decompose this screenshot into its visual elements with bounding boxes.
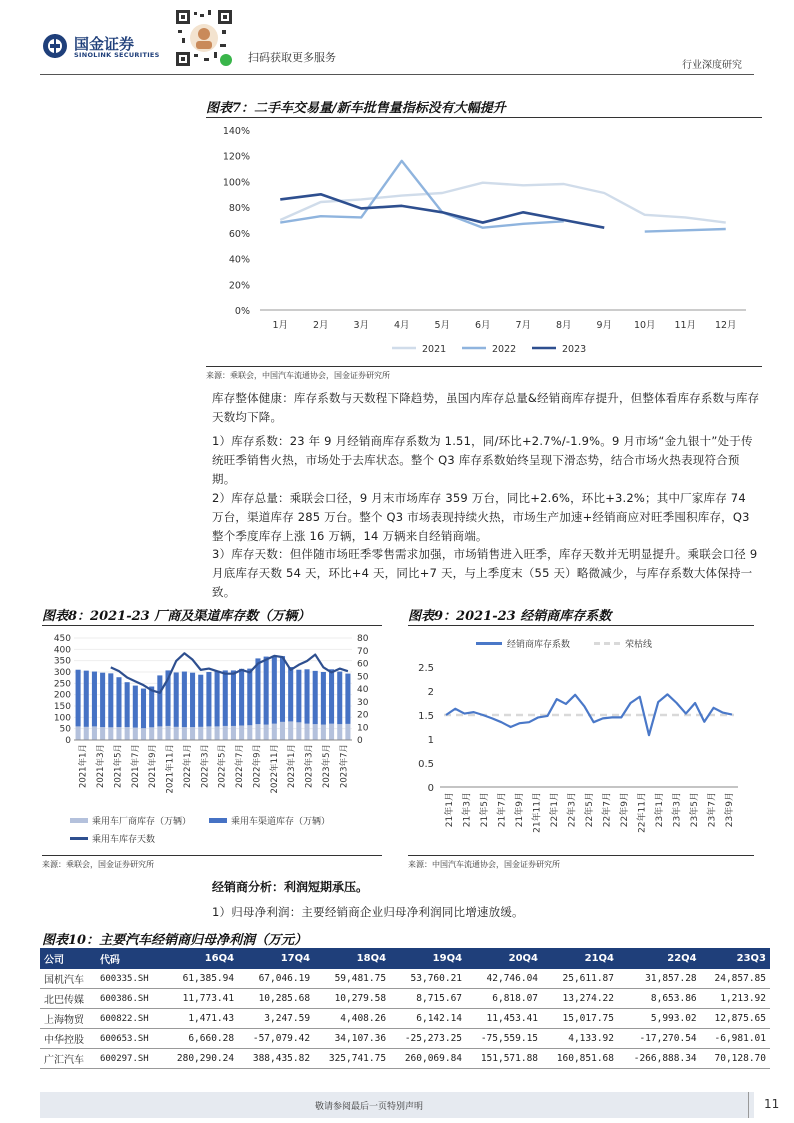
table-cell: 10,279.58 [314, 989, 390, 1009]
fig9-x-tick: 21年7月 [497, 792, 508, 828]
fig8-bar-factory [108, 727, 113, 740]
table-cell: 600653.SH [96, 1029, 162, 1049]
fig8-x-tick: 2022年3月 [200, 744, 211, 789]
legend-days [70, 832, 380, 845]
fig8-y-left-tick: 100 [53, 713, 71, 724]
fig8-bar-factory [313, 724, 318, 740]
table-cell: 10,285.68 [238, 989, 314, 1009]
fig8-bar-channel [206, 672, 211, 726]
fig8-days-line [111, 653, 348, 693]
fig7-x-tick: 12月 [714, 320, 737, 331]
fig8-bar-factory [280, 722, 285, 740]
fig10-table-wrap [40, 948, 770, 1069]
fig9-y-tick: 0 [427, 783, 434, 794]
table-cell: 4,408.26 [314, 1009, 390, 1029]
table-cell: 广汇汽车 [40, 1049, 96, 1069]
fig9-y-tick: 1.5 [418, 711, 434, 722]
fig8-bar-factory [149, 727, 154, 740]
fig8-bar-channel [141, 689, 146, 729]
fig8-bar-factory [206, 726, 211, 740]
fig8-x-tick: 2022年1月 [182, 744, 193, 789]
table-header-row [40, 948, 770, 969]
fig8-bar-factory [100, 727, 105, 740]
table-cell: 151,571.88 [466, 1049, 542, 1069]
fig8-y-left-tick: 300 [53, 668, 71, 678]
logo-cn: 国金证券 [74, 35, 135, 53]
fig8-bar-factory [223, 726, 228, 740]
fig8-bar-channel [321, 672, 326, 725]
table-header-cell: 21Q4 [542, 948, 618, 969]
fig8-bar-factory [141, 728, 146, 740]
fig7-source-rule [206, 366, 762, 367]
fig7-x-tick: 10月 [633, 320, 656, 331]
logo-en: SINOLINK SECURITIES [74, 51, 160, 59]
fig8-bar-channel [337, 672, 342, 725]
fig7-y-tick: 120% [222, 151, 250, 163]
fig8-source-rule [42, 855, 382, 856]
fig8-bar-channel [255, 658, 260, 724]
fig8-bar-channel [215, 671, 220, 727]
fig7-title-rule [206, 117, 762, 118]
table-cell: 12,875.65 [701, 1009, 770, 1029]
table-cell: 中华控股 [40, 1029, 96, 1049]
table-cell: -17,270.54 [618, 1029, 701, 1049]
paragraph-inventory-total: 2）库存总量：乘联会口径，9 月末市场库存 359 万台，同比+2.6%，环比+3.2%；其中厂家库存 74 万台，渠道库存 285 万台。整个 Q3 市场表现持续火热，市场生产加速+经销商应对旺季囤积库存，Q3 整个季度库存上涨 16 万辆，14 万辆来自经销商端。 [212, 491, 750, 543]
fig8-bar-factory [255, 724, 260, 740]
fig8-bar-factory [125, 727, 130, 740]
header [0, 0, 794, 75]
table-header-cell: 16Q4 [162, 948, 238, 969]
section-paragraph: 1）归母净利润：主要经销商企业归母净利润同比增速放缓。 [212, 905, 524, 919]
table-cell: 24,857.85 [701, 969, 770, 989]
table-cell: 59,481.75 [314, 969, 390, 989]
fig8-bar-channel [92, 672, 97, 727]
fig8-bar-channel [239, 669, 244, 726]
fig7-y-tick: 0% [234, 306, 250, 317]
paragraph-inventory-overview: 库存整体健康：库存系数与天数程下降趋势，虽国内库存总量&经销商库存提升，但整体看库存系数与库存天数均下降。 [212, 391, 760, 424]
fig8-bar-factory [198, 727, 203, 740]
fig9-source: 来源：中国汽车流通协会，国金证券研究所 [408, 860, 560, 869]
table-cell: 5,993.02 [618, 1009, 701, 1029]
table-cell: -75,559.15 [466, 1029, 542, 1049]
fig8-bar-factory [182, 727, 187, 740]
fig8-bar-channel [100, 673, 105, 727]
table-cell: 8,653.86 [618, 989, 701, 1009]
fig8-bar-channel [84, 671, 89, 727]
fig8-bar-channel [157, 675, 162, 726]
fig9-x-tick: 22年3月 [567, 792, 578, 828]
profit-table [40, 948, 770, 1069]
fig8-bar-factory [247, 725, 252, 740]
fig9-y-tick: 2 [427, 687, 434, 698]
fig7-series-2022 [280, 161, 726, 232]
table-header-cell: 18Q4 [314, 948, 390, 969]
fig8-bar-factory [92, 726, 97, 740]
fig8-bar-factory [329, 724, 334, 740]
fig7-x-tick: 8月 [555, 320, 572, 331]
fig8-bar-channel [345, 674, 350, 724]
fig8-title-rule [42, 625, 382, 626]
fig8-bar-channel [272, 656, 277, 724]
table-header-cell: 代码 [96, 948, 162, 969]
fig8-y-right-tick: 70 [357, 646, 369, 657]
fig7-x-tick: 1月 [272, 320, 289, 331]
table-row [40, 989, 770, 1009]
fig7-y-tick: 20% [228, 280, 250, 292]
page-number: 11 [764, 1097, 780, 1111]
fig8-bar-channel [190, 673, 195, 727]
fig8-bar-factory [190, 727, 195, 740]
fig7-title: 图表7：二手车交易量/新车批售量指标没有大幅提升 [206, 101, 506, 116]
table-cell: 13,274.22 [542, 989, 618, 1009]
fig9-x-tick: 23年3月 [672, 792, 683, 828]
fig8-x-tick: 2021年7月 [130, 744, 141, 789]
fig8-y-right-tick: 50 [357, 672, 369, 683]
fig7-x-tick: 9月 [596, 320, 613, 331]
fig8-bar-factory [272, 724, 277, 740]
fig9-x-tick: 22年7月 [602, 792, 613, 828]
table-row [40, 1029, 770, 1049]
fig8-x-tick: 2021年5月 [113, 744, 124, 789]
fig8-y-left-tick: 200 [53, 690, 71, 701]
fig8-bar-channel [304, 669, 309, 723]
legend-days-label: 乘用车库存天数 [92, 835, 156, 845]
table-cell: 国机汽车 [40, 969, 96, 989]
table-header-cell: 23Q3 [701, 948, 770, 969]
fig8-x-tick: 2021年1月 [78, 744, 89, 789]
fig9-y-tick: 0.5 [418, 759, 434, 770]
fig8-bar-channel [125, 682, 130, 727]
footer-notice: 敬请参阅最后一页特别声明 [315, 1102, 424, 1112]
fig7-x-tick: 5月 [434, 320, 451, 331]
fig8-y-left-tick: 0 [65, 736, 71, 746]
fig9-y-tick: 2.5 [418, 663, 434, 674]
fig8-y-left-tick: 150 [53, 702, 71, 712]
table-cell: 260,069.84 [390, 1049, 466, 1069]
fig8-y-right-tick: 40 [357, 685, 369, 695]
fig8-x-tick: 2023年1月 [287, 744, 298, 789]
fig8-bar-channel [198, 675, 203, 727]
fig8-bar-factory [288, 721, 293, 740]
fig8-bar-channel [174, 672, 179, 726]
fig9-x-tick: 22年9月 [620, 792, 631, 828]
table-cell: 4,133.92 [542, 1029, 618, 1049]
fig8-bar-factory [304, 724, 309, 740]
fig9-legend [476, 637, 652, 650]
fig7-x-tick: 3月 [353, 320, 370, 331]
table-cell: 34,107.36 [314, 1029, 390, 1049]
table-cell: -266,888.34 [618, 1049, 701, 1069]
table-cell: 600822.SH [96, 1009, 162, 1029]
fig7-x-tick: 4月 [393, 320, 410, 331]
table-cell: 61,385.94 [162, 969, 238, 989]
fig8-bar-factory [157, 726, 162, 740]
table-cell: -6,981.01 [701, 1029, 770, 1049]
fig7-x-tick: 6月 [474, 320, 491, 331]
table-cell: 25,611.87 [542, 969, 618, 989]
table-cell: 325,741.75 [314, 1049, 390, 1069]
table-cell: 上海物贸 [40, 1009, 96, 1029]
fig8-bar-channel [149, 687, 154, 728]
fig8-bar-channel [76, 670, 81, 727]
table-header-cell: 22Q4 [618, 948, 701, 969]
fig8-x-tick: 2022年5月 [217, 744, 228, 789]
table-cell: 280,290.24 [162, 1049, 238, 1069]
table-cell: 北巴传媒 [40, 989, 96, 1009]
fig8-source: 来源：乘联会，国金证券研究所 [42, 860, 154, 869]
fig9-chart [408, 655, 754, 850]
fig9-title: 图表9：2021-23 经销商库存系数 [408, 609, 612, 624]
fig8-x-tick: 2023年7月 [339, 744, 350, 789]
fig9-x-tick: 22年11月 [637, 792, 648, 833]
fig8-x-tick: 2021年11月 [165, 744, 176, 794]
fig8-bar-channel [329, 669, 334, 723]
legend-ratio-label: 经销商库存系数 [507, 640, 571, 650]
table-cell: 6,142.14 [390, 1009, 466, 1029]
fig8-x-tick: 2021年9月 [148, 744, 159, 789]
fig8-bar-factory [231, 726, 236, 740]
fig8-y-left-tick: 350 [53, 656, 71, 667]
fig7-y-tick: 140% [222, 126, 250, 137]
fig7-legend-label-2021: 2021 [422, 344, 447, 355]
fig7-source: 来源：乘联会，中国汽车流通协会，国金证券研究所 [206, 371, 390, 380]
fig8-bar-factory [133, 728, 138, 740]
fig8-bar-channel [280, 656, 285, 722]
fig8-bar-factory [264, 725, 269, 740]
fig8-bar-factory [239, 725, 244, 740]
fig7-x-tick: 2月 [312, 320, 329, 331]
fig8-bar-factory [321, 725, 326, 740]
fig8-y-left-tick: 450 [53, 634, 71, 644]
legend-factory-label: 乘用车厂商库存（万辆） [92, 817, 192, 827]
paragraph-inventory-days: 3）库存天数：但伴随市场旺季零售需求加强，市场销售进入旺季，库存天数并无明显提升。乘联会口径 9 月底库存天数 54 天，环比+4 天，同比+7 天，与上季度末（55 天）略微减少，与库存系数大体保持一致。 [212, 547, 758, 599]
fig7-legend-label-2022: 2022 [492, 344, 517, 355]
fig8-bar-factory [116, 727, 121, 740]
fig8-title: 图表8：2021-23 厂商及渠道库存数（万辆） [42, 609, 311, 624]
table-row [40, 1049, 770, 1069]
fig9-x-tick: 23年7月 [707, 792, 718, 828]
fig8-bar-channel [264, 657, 269, 725]
table-cell: 3,247.59 [238, 1009, 314, 1029]
fig8-x-tick: 2022年7月 [235, 744, 246, 789]
table-row [40, 969, 770, 989]
fig8-y-right-tick: 60 [357, 659, 369, 670]
fig8-bar-channel [223, 670, 228, 726]
fig7-y-tick: 40% [228, 254, 250, 266]
footer-divider [748, 1092, 749, 1118]
fig9-x-tick: 21年9月 [514, 792, 525, 828]
table-cell: 31,857.28 [618, 969, 701, 989]
fig7-x-tick: 11月 [674, 320, 697, 331]
table-cell: 11,453.41 [466, 1009, 542, 1029]
header-divider [40, 74, 754, 75]
paragraph-inventory-ratio: 1）库存系数：23 年 9 月经销商库存系数为 1.51，同/环比+2.7%/-1.9%。9 月市场“金九银十”处于传统旺季销售火热，市场处于去库状态。整个 Q3 库存系数始终呈现下滑态势，结合市场火热表现符合预期。 [212, 434, 753, 486]
table-cell: -25,273.25 [390, 1029, 466, 1049]
table-cell: 6,660.28 [162, 1029, 238, 1049]
table-cell: 11,773.41 [162, 989, 238, 1009]
fig7-x-tick: 7月 [515, 320, 532, 331]
legend-channel-label: 乘用车渠道库存（万辆） [231, 817, 331, 827]
fig9-x-tick: 22年5月 [585, 792, 595, 828]
table-cell: 6,818.07 [466, 989, 542, 1009]
table-row [40, 1009, 770, 1029]
table-cell: 600297.SH [96, 1049, 162, 1069]
fig7-y-tick: 80% [228, 203, 250, 215]
fig8-bar-channel [288, 667, 293, 721]
fig9-y-tick: 1 [427, 735, 434, 746]
fig8-y-right-tick: 80 [357, 634, 369, 644]
fig8-y-right-tick: 10 [357, 723, 369, 734]
fig8-bar-factory [296, 722, 301, 740]
fig8-y-right-tick: 20 [357, 710, 369, 721]
report-category: 行业深度研究 [682, 60, 742, 71]
fig8-bar-channel [231, 670, 236, 726]
fig8-x-tick: 2022年11月 [269, 744, 280, 794]
table-cell: 600335.SH [96, 969, 162, 989]
legend-factory [70, 814, 191, 827]
fig9-title-rule [408, 625, 754, 626]
table-cell: 1,471.43 [162, 1009, 238, 1029]
fig8-bar-channel [108, 673, 113, 727]
fig8-legend [70, 814, 380, 845]
fig9-x-tick: 21年3月 [462, 792, 473, 828]
fig8-x-tick: 2021年3月 [96, 744, 107, 789]
table-cell: 8,715.67 [390, 989, 466, 1009]
fig8-x-tick: 2022年9月 [252, 744, 263, 789]
table-cell: 42,746.04 [466, 969, 542, 989]
table-header-cell: 17Q4 [238, 948, 314, 969]
legend-channel [209, 814, 330, 827]
fig8-bar-factory [76, 726, 81, 740]
table-cell: 600386.SH [96, 989, 162, 1009]
table-cell: 1,213.92 [701, 989, 770, 1009]
fig7-legend-label-2023: 2023 [562, 344, 587, 355]
fig8-bar-factory [345, 724, 350, 740]
fig8-y-left-tick: 250 [53, 679, 71, 690]
fig10-title: 图表10：主要汽车经销商归母净利润（万元） [42, 933, 308, 948]
sinolink-logo-icon [42, 33, 68, 59]
fig8-bar-channel [116, 677, 121, 727]
qr-caption: 扫码获取更多服务 [248, 51, 336, 64]
fig8-y-right-tick: 30 [357, 697, 369, 708]
fig8-bar-channel [133, 686, 138, 728]
legend-ratio [476, 637, 570, 650]
fig7-y-tick: 60% [228, 228, 250, 240]
fig9-x-tick: 21年1月 [444, 792, 455, 828]
fig8-bar-channel [182, 672, 187, 728]
fig7-y-tick: 100% [222, 177, 250, 189]
fig9-x-tick: 23年9月 [725, 792, 736, 828]
fig8-bar-factory [337, 724, 342, 740]
fig8-bar-channel [296, 670, 301, 723]
fig9-x-tick: 22年1月 [549, 792, 560, 828]
table-cell: 160,851.68 [542, 1049, 618, 1069]
table-cell: 70,128.70 [701, 1049, 770, 1069]
fig9-x-tick: 23年5月 [690, 792, 701, 828]
fig8-bar-factory [174, 727, 179, 740]
fig9-x-tick: 21年11月 [532, 792, 543, 833]
fig8-bar-factory [84, 727, 89, 740]
table-header-cell: 19Q4 [390, 948, 466, 969]
fig8-bar-channel [247, 669, 252, 726]
table-cell: 388,435.82 [238, 1049, 314, 1069]
table-cell: 53,760.21 [390, 969, 466, 989]
fig8-chart [42, 628, 382, 810]
fig8-bar-factory [215, 726, 220, 740]
fig8-y-left-tick: 50 [59, 724, 71, 735]
legend-rongku [594, 637, 652, 650]
fig8-x-tick: 2023年3月 [304, 744, 315, 789]
fig9-source-rule [408, 855, 754, 856]
table-cell: 15,017.75 [542, 1009, 618, 1029]
legend-rongku-label: 荣枯线 [625, 640, 653, 650]
table-header-cell: 公司 [40, 948, 96, 969]
qr-code-icon[interactable] [174, 8, 234, 68]
fig9-x-tick: 23年1月 [655, 792, 666, 828]
table-cell: 67,046.19 [238, 969, 314, 989]
fig8-x-tick: 2023年5月 [321, 744, 332, 789]
fig8-bar-factory [165, 726, 170, 740]
fig8-bar-channel [313, 671, 318, 724]
table-cell: -57,079.42 [238, 1029, 314, 1049]
table-header-cell: 20Q4 [466, 948, 542, 969]
fig8-y-left-tick: 400 [53, 645, 71, 656]
fig8-y-right-tick: 0 [357, 736, 363, 746]
fig7-chart [206, 120, 762, 360]
section-heading: 经销商分析：利润短期承压。 [212, 880, 369, 894]
fig9-x-tick: 21年5月 [479, 792, 490, 828]
